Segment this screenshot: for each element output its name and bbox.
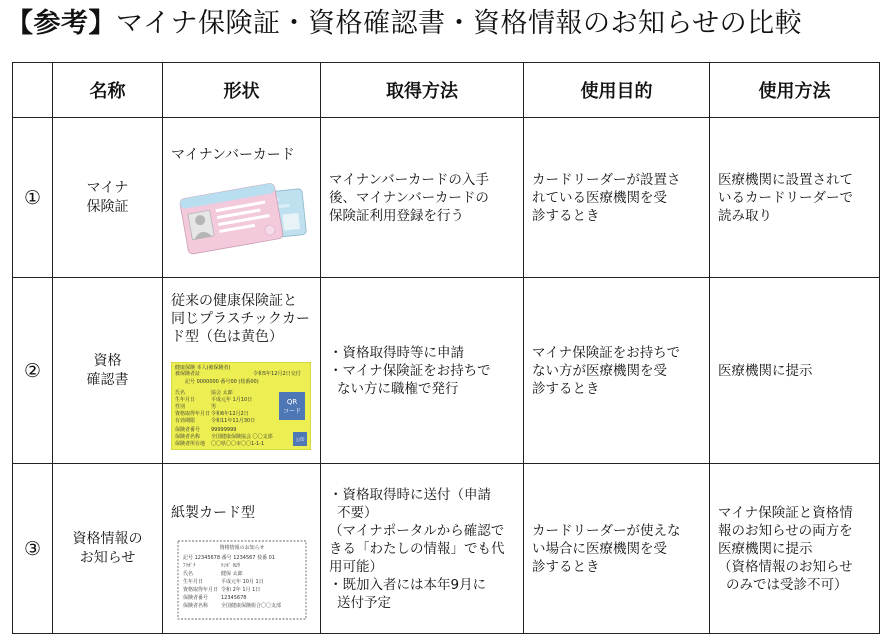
text-line: 送付予定 bbox=[337, 594, 391, 611]
card2-sex-label: 性別 bbox=[175, 404, 186, 410]
header-acquire: 取得方法 bbox=[321, 63, 524, 118]
row-number: ① bbox=[13, 118, 53, 278]
text-line: ・資格取得時に送付（申請 bbox=[329, 486, 491, 503]
card2-insurer-name-value: 全国健康保険協会 〇〇支部 bbox=[211, 434, 273, 440]
qualification-card-image bbox=[171, 362, 311, 450]
shape-label bbox=[171, 292, 310, 346]
paper-insurer-no-label: 保険者番号 bbox=[183, 595, 209, 601]
header-shape: 形状 bbox=[163, 63, 321, 118]
text-line: ・資格取得時等に申請 bbox=[329, 344, 464, 361]
table-row bbox=[13, 464, 880, 634]
text-line: 診するとき bbox=[532, 558, 600, 575]
text-line: のみでは受診不可） bbox=[726, 576, 848, 593]
qr-text-2: コード bbox=[282, 408, 302, 415]
header-usage: 使用方法 bbox=[710, 63, 880, 118]
text-line: きる「わたしの情報」でも代 bbox=[329, 540, 505, 557]
row-shape bbox=[163, 118, 321, 278]
row-usage bbox=[710, 278, 880, 464]
paper-birth-label: 生年月日 bbox=[183, 579, 204, 585]
paper-name-label: 氏名 bbox=[183, 571, 194, 577]
card2-name-label: 氏名 bbox=[175, 390, 186, 396]
card2-insurer-addr-value: 〇〇県〇〇市〇〇1-1-1 bbox=[211, 441, 265, 447]
row-name bbox=[53, 278, 163, 464]
name-line: 資格情報の bbox=[72, 530, 143, 547]
paper-name-value: 健保 太郎 bbox=[221, 571, 243, 577]
shape-label bbox=[171, 146, 295, 164]
paper-insurer-name-value: 全国健康保険組合〇〇支部 bbox=[221, 603, 282, 609]
row-shape bbox=[163, 464, 321, 634]
text-line: 報のお知らせの両方を bbox=[718, 522, 853, 539]
row-purpose bbox=[524, 278, 710, 464]
table-row bbox=[13, 118, 880, 278]
text-line: 医療機関に提示 bbox=[718, 540, 813, 557]
row-acquire bbox=[321, 464, 524, 634]
text-line: いるカードリーダーで bbox=[718, 189, 853, 206]
card2-insurer-no-label: 保険者番号 bbox=[175, 427, 201, 433]
table-row bbox=[13, 278, 880, 464]
card2-qualify-value: 令和6年12月2日 bbox=[211, 411, 249, 417]
paper-insurer-name-label: 保険者名称 bbox=[183, 603, 209, 609]
row-usage bbox=[710, 118, 880, 278]
row-acquire bbox=[321, 118, 524, 278]
text-line: ・マイナ保険証をお持ちで bbox=[329, 362, 491, 379]
card2-valid-value: 令和11年11月30日 bbox=[211, 418, 256, 424]
card2-subheader: 被保険者証 bbox=[175, 371, 201, 377]
card2-header: 健康保険 本人(被保険者) bbox=[175, 365, 231, 371]
text-line: 後、マイナンバーカードの bbox=[329, 189, 489, 206]
paper-code: 記号 12345678 番号 1234567 枝番 01 bbox=[183, 555, 276, 561]
text-line: れている医療機関を受 bbox=[532, 189, 667, 206]
paper-furigana-value: ｹﾝﾎﾟ ﾀﾛｳ bbox=[221, 563, 241, 569]
row-acquire bbox=[321, 278, 524, 464]
header-name: 名称 bbox=[53, 63, 163, 118]
card2-name-value: 協会 太郎 bbox=[211, 390, 233, 396]
qr-code-box bbox=[279, 392, 305, 420]
text-line: ない方に職権で発行 bbox=[337, 380, 459, 397]
text-line: ・既加入者には本年9月に bbox=[329, 576, 487, 593]
card2-insurer-name-label: 保険者名称 bbox=[175, 434, 201, 440]
text-line: 医療機関に提示 bbox=[718, 362, 813, 379]
text-line: 読み取り bbox=[718, 207, 772, 224]
card2-birth-value: 平成元年 1月10日 bbox=[211, 397, 253, 403]
text-line: 診するとき bbox=[532, 207, 600, 224]
paper-qualify-value: 令和 2年 1月 1日 bbox=[221, 587, 261, 593]
row-purpose bbox=[524, 118, 710, 278]
paper-furigana-label: ﾌﾘｶﾞﾅ bbox=[183, 563, 196, 569]
shape-label-line: マイナンバーカード bbox=[171, 147, 295, 163]
qr-text-1: QR bbox=[286, 398, 298, 406]
header-purpose: 使用目的 bbox=[524, 63, 710, 118]
text-line: 不要） bbox=[337, 504, 378, 521]
card2-date: 令和5年12月2日交付 bbox=[253, 371, 301, 377]
paper-insurer-no-value: 12345678 bbox=[221, 595, 247, 601]
paper-notice-image bbox=[177, 540, 307, 620]
name-line: お知らせ bbox=[79, 549, 136, 566]
header-num bbox=[13, 63, 53, 118]
card2-birth-label: 生年月日 bbox=[175, 397, 196, 403]
name-line: 確認書 bbox=[86, 371, 129, 388]
name-line: 資格 bbox=[93, 352, 122, 369]
comparison-table bbox=[12, 62, 880, 634]
text-line: カードリーダーが設置さ bbox=[532, 171, 681, 188]
text-line: 用可能） bbox=[329, 558, 383, 575]
paper-header: 資格情報のお知らせ bbox=[219, 545, 265, 551]
card2-insurer-no-value: 99999999 bbox=[211, 427, 237, 433]
row-name bbox=[53, 464, 163, 634]
text-line: ない方が医療機関を受 bbox=[532, 362, 667, 379]
card2-qualify-label: 資格取得年月日 bbox=[175, 411, 211, 417]
text-line: い場合に医療機関を受 bbox=[532, 540, 667, 557]
my-number-card-image bbox=[175, 176, 315, 256]
row-number: ③ bbox=[13, 464, 53, 634]
text-line: マイナ保険証をお持ちで bbox=[532, 344, 681, 361]
shape-label-line: ド型（色は黄色） bbox=[171, 329, 283, 345]
card2-code: 記号 0000000 番号00 (枝番00) bbox=[185, 379, 259, 385]
header-row bbox=[13, 63, 880, 118]
text-line: （マイナポータルから確認で bbox=[329, 522, 505, 539]
card2-sex-value: 男 bbox=[211, 404, 217, 410]
card2-insurer-addr-label: 保険者所在地 bbox=[175, 441, 206, 447]
title-text: マイナ保険証・資格確認書・資格情報のお知らせの比較 bbox=[116, 8, 803, 39]
paper-qualify-label: 資格取得年月日 bbox=[183, 587, 219, 593]
text-line: マイナ保険証と資格情 bbox=[718, 504, 853, 521]
row-name bbox=[53, 118, 163, 278]
page-title bbox=[6, 4, 802, 44]
row-purpose bbox=[524, 464, 710, 634]
text-line: マイナンバーカードの入手 bbox=[329, 171, 489, 188]
title-tag: 【参考】 bbox=[6, 8, 116, 39]
paper-birth-value: 平成元年 10月 1日 bbox=[221, 579, 264, 585]
text-line: カードリーダーが使えな bbox=[532, 522, 681, 539]
text-line: 医療機関に設置されて bbox=[718, 171, 853, 188]
row-number: ② bbox=[13, 278, 53, 464]
shape-label-line: 同じプラスチックカー bbox=[171, 311, 310, 327]
card2-valid-label: 有効期限 bbox=[175, 418, 196, 424]
text-line: 診するとき bbox=[532, 380, 600, 397]
name-line: マイナ bbox=[86, 179, 129, 196]
row-shape bbox=[163, 278, 321, 464]
shape-label bbox=[171, 504, 255, 522]
seal-text: 公印 bbox=[295, 438, 305, 443]
text-line: 保険証利用登録を行う bbox=[329, 207, 464, 224]
row-usage bbox=[710, 464, 880, 634]
text-line: （資格情報のお知らせ bbox=[718, 558, 853, 575]
name-line: 保険証 bbox=[86, 198, 129, 215]
shape-label-line: 従来の健康保険証と bbox=[171, 293, 297, 309]
shape-label-line: 紙製カード型 bbox=[171, 505, 255, 521]
